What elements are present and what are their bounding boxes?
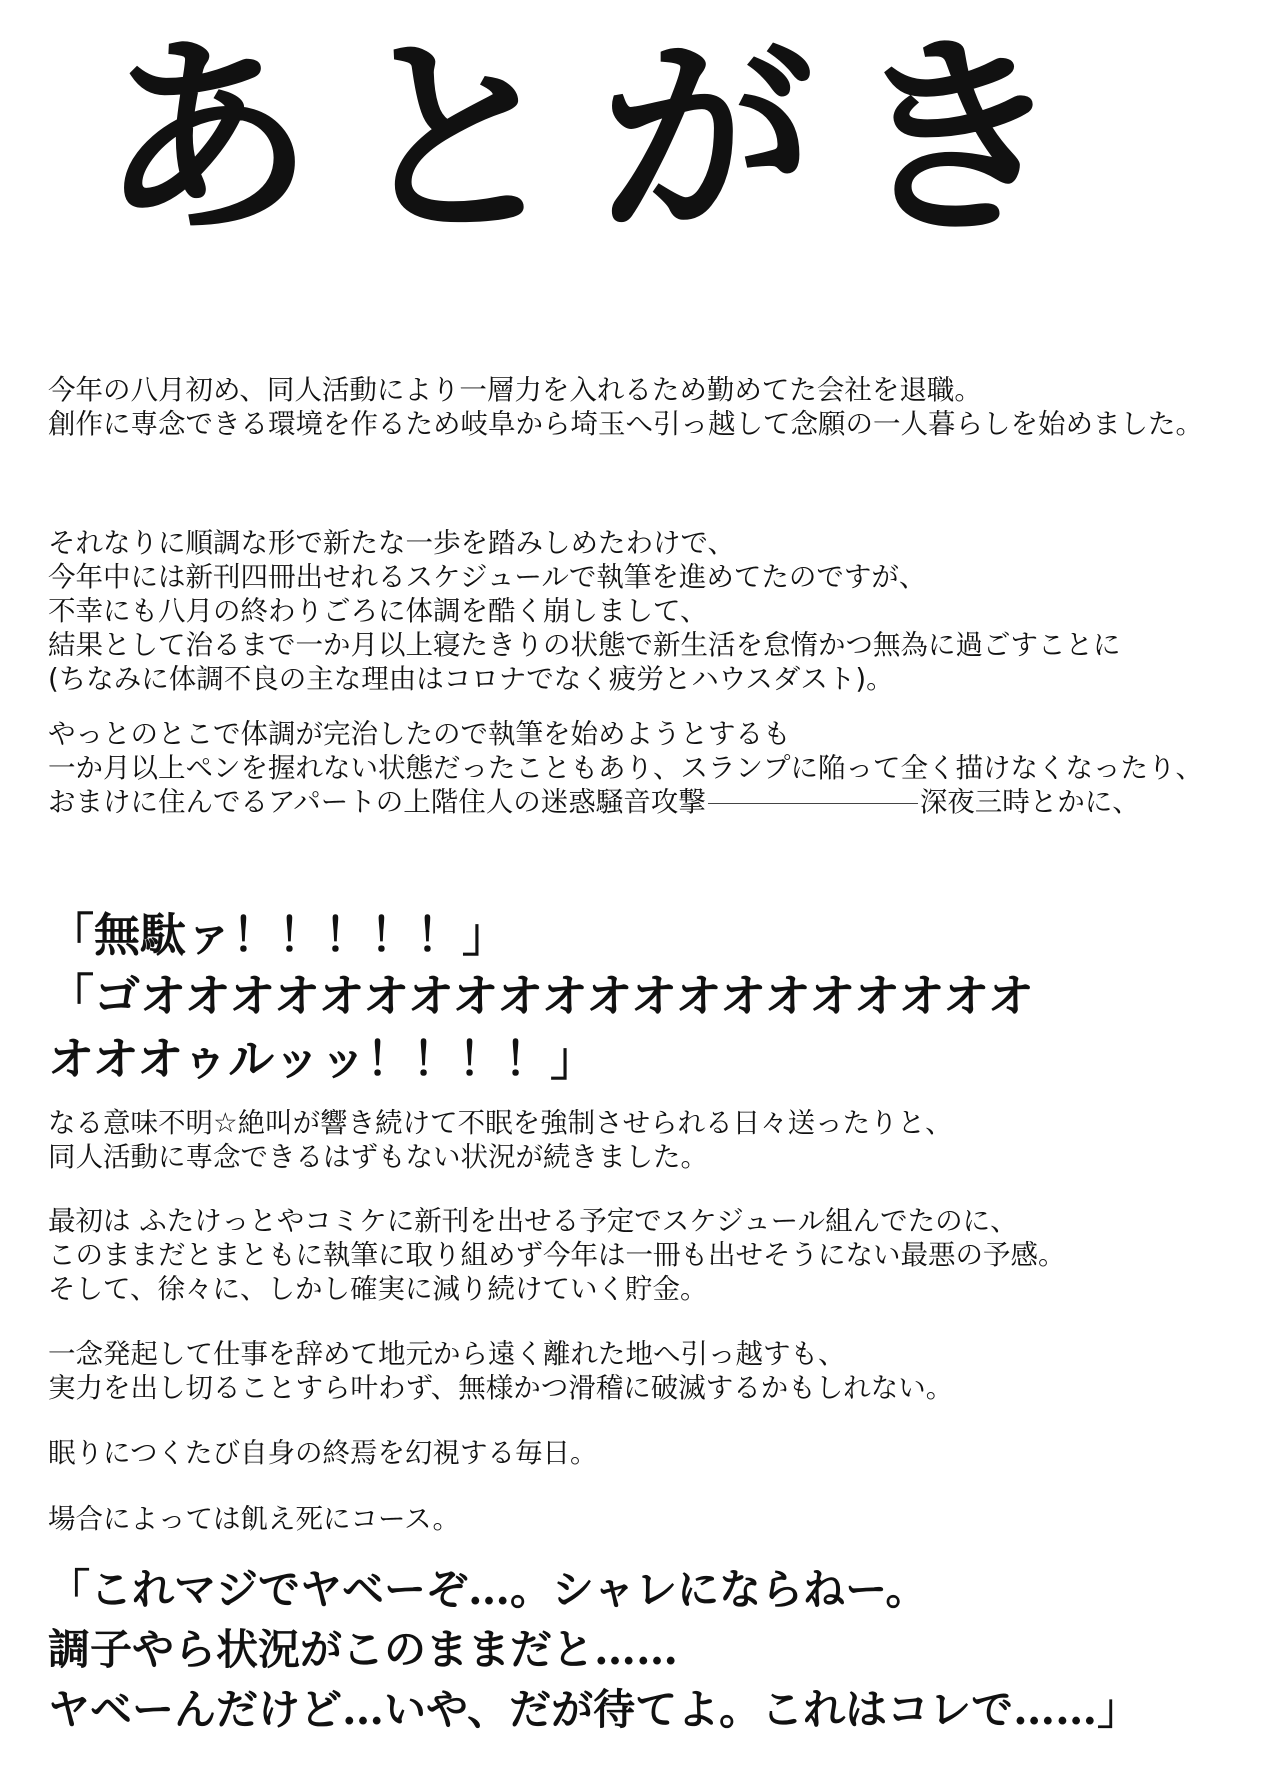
text-line: なる意味不明☆絶叫が響き続けて不眠を強制させられる日々送ったりと、 — [48, 1107, 953, 1139]
shout-block-1 — [48, 905, 1034, 1091]
paragraph-5 — [48, 1204, 1066, 1306]
text-segment: おまけに住んでるアパートの上階住人の迷惑騒音攻撃 — [48, 786, 706, 818]
text-line: 眠りにつくたび自身の終焉を幻視する毎日。 — [48, 1437, 598, 1469]
paragraph-3 — [48, 717, 1203, 819]
text-line: 今年の八月初め、同人活動により一層力を入れるため勤めてた会社を退職。 — [48, 374, 982, 406]
text-line-with-dash — [48, 785, 1203, 819]
text-line: やっとのとこで体調が完治したので執筆を始めようとするも — [48, 718, 791, 750]
text-line: 一念発起して仕事を辞めて地元から遠く離れた地へ引っ越すも、 — [48, 1338, 846, 1370]
text-line: 結果として治るまで一か月以上寝たきりの状態で新生活を怠惰かつ無為に過ごすことに — [48, 629, 1121, 661]
shout-line: 「これマジでヤベーぞ…。シャレにならねー。 — [48, 1565, 928, 1614]
shout-line: ヤベーんだけど…いや、だが待てよ。これはコレで……」 — [48, 1685, 1140, 1734]
text-line: 不幸にも八月の終わりごろに体調を酷く崩しまして、 — [48, 595, 708, 627]
paragraph-2 — [48, 526, 1121, 696]
paragraph-8 — [48, 1502, 460, 1536]
text-segment: 深夜三時とかに、 — [919, 786, 1140, 818]
paragraph-7 — [48, 1436, 597, 1470]
text-line: 実力を出し切ることすら叶わず、無様かつ滑稽に破滅するかもしれない。 — [48, 1372, 954, 1404]
shout-line: 「無駄ァ！！！！！」 — [48, 908, 508, 962]
paragraph-4 — [48, 1106, 953, 1174]
page-title: あとがき — [100, 15, 1100, 264]
dash-divider — [708, 803, 918, 804]
text-line: (ちなみに体調不良の主な理由はコロナでなく疲労とハウスダスト)。 — [48, 663, 894, 695]
shout-line: オオオゥルッッ！！！！」 — [48, 1032, 597, 1086]
text-line: 創作に専念できる環境を作るため岐阜から埼玉へ引っ越して念願の一人暮らしを始めました。 — [48, 408, 1203, 440]
text-line: 今年中には新刊四冊出せれるスケジュールで執筆を進めてたのですが、 — [48, 561, 927, 593]
shout-line: 調子やら状況がこのままだと…… — [48, 1625, 679, 1674]
text-line: 場合によっては飢え死にコース。 — [48, 1503, 460, 1535]
text-line: そして、徐々に、しかし確実に減り続けていく貯金。 — [48, 1273, 708, 1305]
text-line: それなりに順調な形で新たな一歩を踏みしめたわけで、 — [48, 527, 735, 559]
shout-block-2 — [48, 1560, 1139, 1740]
text-line: 最初は ふたけっとやコミケに新刊を出せる予定でスケジュール組んでたのに、 — [48, 1205, 1018, 1237]
text-line: このままだとまともに執筆に取り組めず今年は一冊も出せそうにない最悪の予感。 — [48, 1239, 1066, 1271]
text-line: 同人活動に専念できるはずもない状況が続きました。 — [48, 1141, 708, 1173]
text-line: 一か月以上ペンを握れない状態だったこともあり、スランプに陥って全く描けなくなったり、 — [48, 752, 1203, 784]
paragraph-1 — [48, 373, 1203, 441]
shout-line: 「ゴオオオオオオオオオオオオオオオオオオオオ — [48, 969, 1034, 1023]
paragraph-6 — [48, 1337, 953, 1405]
